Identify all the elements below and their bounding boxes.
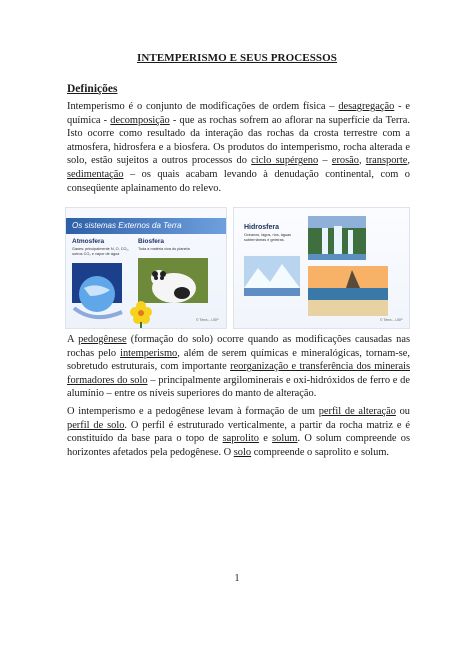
slide-left-illustration (66, 208, 226, 328)
figure-hidrosfera (233, 207, 410, 329)
text-run: e (258, 433, 273, 445)
slide-right-illustration (234, 208, 409, 328)
page-title: INTEMPERISMO E SEUS PROCESSOS (136, 52, 338, 64)
label-atmosfera: Atmosfera (72, 238, 105, 245)
text-run: A (67, 334, 79, 345)
term-perfil-alteracao: perfil de alteração (318, 406, 396, 417)
text-run: . O perfil é estruturado verticalmente, a partir da rocha matriz e é constituído da base para o topo de (67, 419, 410, 445)
term-solum: solum (272, 433, 298, 445)
text-run: (formação do solo) ocorre quando as modificações causadas nas rochas pelo (67, 334, 410, 359)
credit-right: © Terra – USP (380, 318, 403, 322)
term-solo: solo (233, 446, 252, 458)
term-perfil-solo: perfil de solo (67, 419, 125, 431)
flower-icon (130, 301, 152, 328)
text-run: . O solum compreende os horizontes afetados pela pedogênese. O (67, 433, 411, 458)
section-heading-definicoes: Definições (67, 83, 118, 95)
text-run: compreende o saprolito e solum. (251, 446, 390, 458)
text-atmosfera: Gases: principalmente N, O, CO₂, outros CO₂ e vapor de água (72, 247, 129, 256)
term-ciclo-supergeno: ciclo supérgeno (251, 155, 319, 167)
term-sedimentacao: sedimentação (67, 168, 124, 180)
text-run: Intemperismo é o conjunto de modificações de ordem física – (67, 101, 339, 112)
label-biosfera: Biosfera (138, 238, 165, 245)
text-biosfera: Toda a matéria viva do planeta (138, 247, 190, 251)
text-run: O intemperismo e a pedogênese levam à formação de um (67, 406, 319, 417)
credit-left: © Terra – USP (196, 318, 219, 322)
term-pedogenese: pedogênese (78, 334, 127, 345)
term-saprolito: saprolito (222, 433, 259, 445)
text-run: - e química - (67, 101, 410, 126)
text-run: , (358, 155, 366, 167)
term-transporte: transporte (365, 155, 408, 167)
text-run: , (407, 155, 410, 167)
text-run: , além de serem químicas e mineralógicas, tornam-se, sobretudo estruturais, com importante (67, 347, 410, 373)
text-hidrosfera: Oceanos, lagos, rios, águas subterrâneas e geleiras. (244, 233, 292, 242)
text-run: – os quais acabam levando à denudação continental, com o conseqüente aplainamento do relevo. (67, 168, 410, 194)
paragraph-intemperismo (67, 100, 410, 195)
page-number: 1 (234, 573, 240, 584)
term-intemperismo: intemperismo (120, 347, 178, 359)
paragraph-pedogenese (67, 333, 410, 401)
label-hidrosfera: Hidrosfera (244, 224, 280, 231)
term-decomposicao: decomposição (110, 114, 170, 126)
term-reorganizacao: reorganização e transferência dos minerais formadores do solo (67, 361, 410, 386)
text-run: – principalmente argilominerais e oxi-hidróxidos de ferro e de alumínio – entre os níveis superiores do manto de alteração. (67, 374, 410, 400)
paragraph-perfil (67, 405, 410, 459)
slide-banner: Os sistemas Externos da Terra (66, 218, 226, 234)
text-run: ou (395, 406, 411, 417)
term-desagregacao: desagregação (338, 101, 395, 112)
term-erosao: erosão (331, 155, 359, 167)
figure-sistemas-externos (65, 207, 227, 329)
text-run: - que as rochas sofrem ao aflorar na superfície da Terra. Isto ocorre como resultado da interação das rochas da crosta terrestre com a atmosfera, hidrosfera e a biosfera. Os produtos do intemperismo, rocha alterada e solo, estão sujeitos a outros processos do (67, 114, 410, 167)
text-run: – (318, 155, 332, 167)
